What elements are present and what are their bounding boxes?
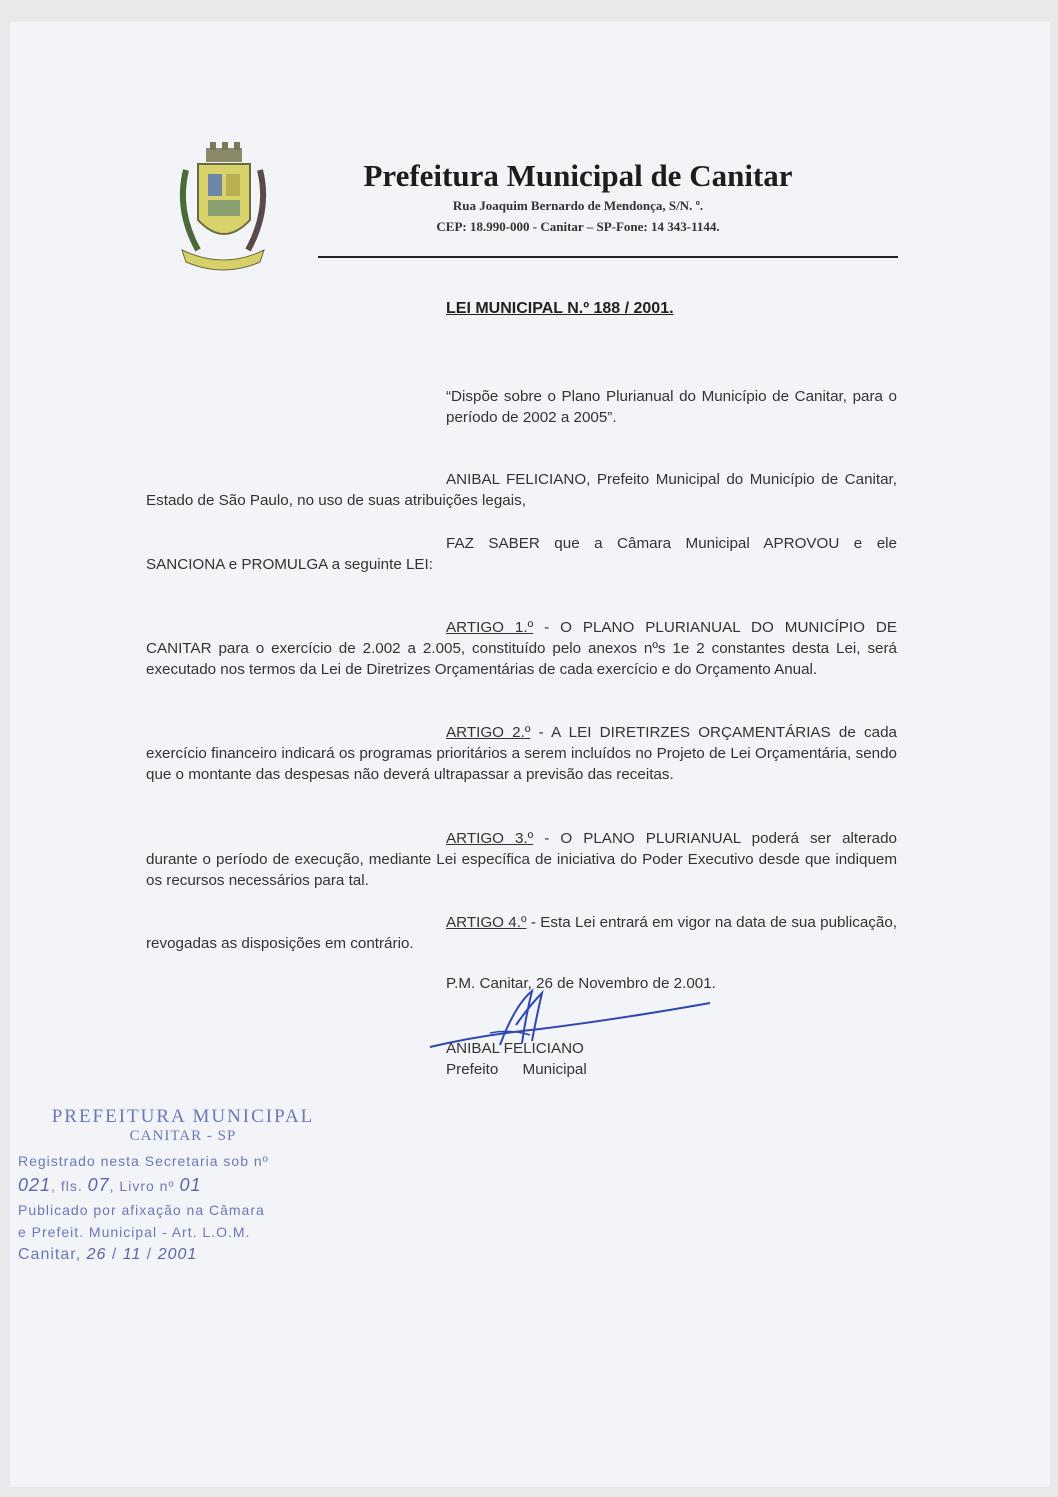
stamp-date-line: Canitar, 26 / 11 / 2001 [18,1246,198,1263]
article-3 [146,828,897,891]
stamp-title: PREFEITURA MUNICIPAL [51,1106,315,1127]
law-summary: “Dispõe sobre o Plano Plurianual do Município de Canitar, para o período de 2002 a 2005”. [446,388,897,426]
stamp-register-line: Registrado nesta Secretaria sob nº [18,1153,269,1169]
stamp-fls-value: 07 [87,1175,110,1195]
article-3-text: - O PLANO PLURIANUAL poderá ser alterado durante o período de execução, mediante Lei específica de iniciativa do Poder Executivo desde que indiquem os recursos necessários para tal. [146,830,897,889]
registration-stamp [18,1106,348,1264]
enactment-paragraph: FAZ SABER que a Câmara Municipal APROVOU e ele SANCIONA e PROMULGA a seguinte LEI: [146,535,897,573]
organization-name: Prefeitura Municipal de Canitar [363,158,793,193]
stamp-date-month: 11 [122,1246,142,1263]
stamp-livro-value: 01 [179,1175,202,1195]
municipal-coat-of-arms-icon [168,140,278,280]
header-divider [318,256,898,258]
article-2-label: ARTIGO 2.º [446,724,531,741]
article-2 [146,722,897,785]
article-4-text: - Esta Lei entrará em vigor na data de sua publicação, revogadas as disposições em contrário. [146,914,897,952]
date-line: P.M. Canitar, 26 de Novembro de 2.001. [446,975,716,992]
address-line-2: CEP: 18.990-000 - Canitar – SP-Fone: 14 343-1144. [436,219,720,234]
stamp-date-day: 26 [86,1246,107,1263]
stamp-article-line: e Prefeit. Municipal - Art. L.O.M. [18,1224,251,1240]
stamp-register-numbers [18,1175,348,1196]
stamp-canitar-label: Canitar, [18,1246,82,1263]
stamp-date-year: 2001 [157,1246,198,1263]
article-1-label: ARTIGO 1.º [446,619,534,636]
stamp-subtitle: CANITAR - SP [129,1128,237,1144]
preamble-paragraph: ANIBAL FELICIANO, Prefeito Municipal do Município de Canitar, Estado de São Paulo, no uso de suas atribuições legais, [146,471,897,509]
article-2-text: - A LEI DIRETIRZES ORÇAMENTÁRIAS de cada exercício financeiro indicará os programas prioritários a serem incluídos no Projeto de Lei Orçamentária, sendo que o montante das despesas não deverá ultrapassar a previsão das receitas. [146,724,897,783]
stamp-reg-number: 021 [18,1175,52,1195]
article-4 [146,912,897,954]
stamp-livro-label: , Livro nº [109,1178,175,1194]
stamp-fls-label: , fls. [51,1178,83,1194]
address-line-1: Rua Joaquim Bernardo de Mendonça, S/N. º. [452,198,704,213]
signatory-role: Prefeito Municipal [446,1061,587,1078]
article-1-text: - O PLANO PLURIANUAL DO MUNICÍPIO DE CANITAR para o exercício de 2.002 a 2.005, constituído pelo anexos nºs 1e 2 constantes desta Lei, será executado nos termos da Lei de Diretrizes Orçamentárias de cada exercício e do Orçamento Anual. [146,619,897,678]
article-4-label: ARTIGO 4.º [446,914,527,931]
law-title: LEI MUNICIPAL N.º 188 / 2001. [446,300,674,317]
stamp-publication-line: Publicado por afixação na Câmara [18,1202,265,1218]
article-1 [146,617,897,680]
article-3-label: ARTIGO 3.º [446,830,534,847]
signatory-name: ANIBAL FELICIANO [446,1040,584,1057]
